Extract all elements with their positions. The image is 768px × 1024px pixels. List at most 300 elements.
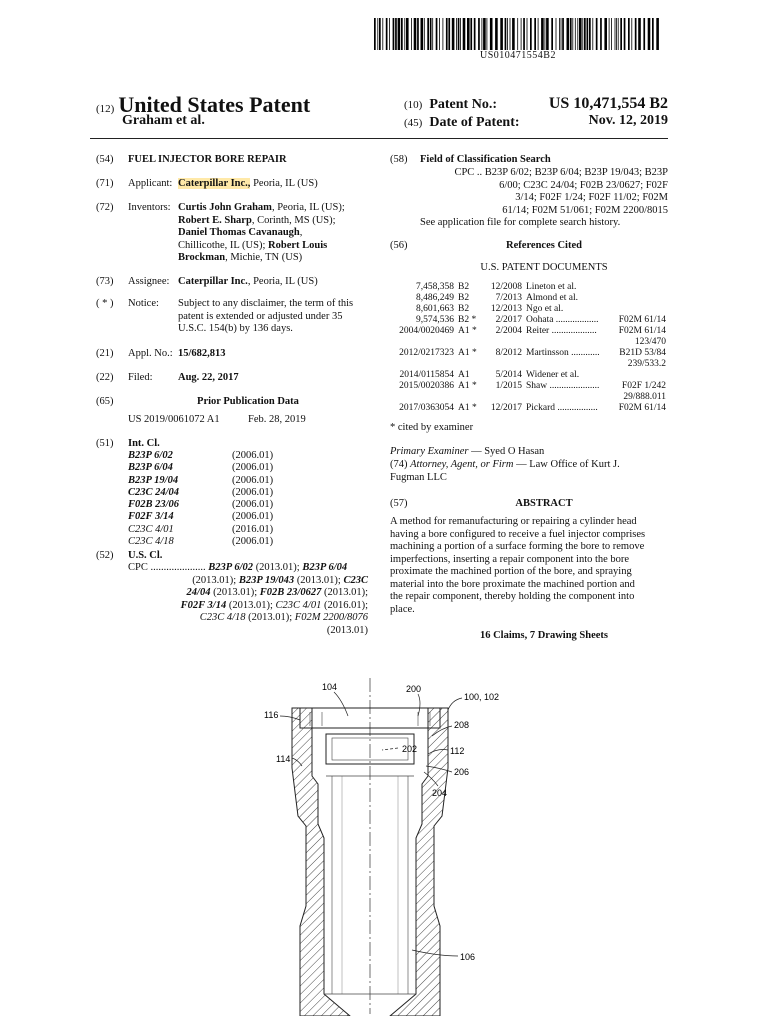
barcode-bar [648,18,651,50]
ref-author [524,392,611,403]
assignee-location: , Peoria, IL (US) [247,276,318,287]
int-cl-version: (2006.01) [232,511,274,523]
int-cl-row [128,475,273,487]
examiner-label: Primary Examiner [390,446,469,457]
ref-class: F02M 61/14 [618,326,666,336]
appl-no-label: Appl. No.: [128,348,173,359]
ref-author: Almond et al. [526,293,578,303]
inventor-location: Chillicothe, IL (US); [178,239,266,251]
us-cl-label: U.S. Cl. [128,550,163,561]
ref-date [484,337,524,348]
authors: Graham et al. [122,113,205,128]
ref-number [390,337,456,348]
ref-number: 2015/0020386 [399,381,454,391]
barcode-bar [389,18,390,50]
ref-class [611,282,668,293]
ref-date [484,392,524,403]
int-cl-version: (2006.01) [232,462,274,474]
inventor-location: , Michie, TN (US) [225,252,303,263]
cpc-segment: C23C 4/01 [275,599,322,611]
barcode-bar [577,18,578,50]
ref-label-114: 114 [276,754,291,764]
notice-line: Subject to any disclaimer, the term of this [178,298,354,309]
ref-kind: B2 [458,282,470,292]
patent-no-label: Patent No.: [429,97,497,112]
date-label: Date of Patent: [429,115,520,130]
barcode-bar [530,18,532,50]
inventor-name: Robert E. Sharp [178,214,252,226]
ref-kind [456,337,484,348]
appl-no: 15/682,813 [178,348,226,359]
barcode-bar [398,18,401,50]
barcode-bar [579,18,582,50]
barcode-bar [500,18,503,50]
inventors-list [178,202,345,265]
cpc-segment: C23C [343,574,368,586]
barcode-bar [505,18,507,50]
ref-number [390,359,456,370]
barcode-bar [628,18,630,50]
inventor-name: Robert Louis [268,239,328,251]
ref-label-100-102: 100, 102 [464,692,500,702]
int-cl-version: (2006.01) [232,486,274,498]
barcode-bar [604,18,607,50]
ref-class: 239/533.2 [627,359,666,369]
code-54: (54) [96,154,114,165]
ref-class: 123/470 [634,337,666,347]
barcode-bar [656,18,659,50]
barcode-bar [474,18,476,50]
barcode-bar [448,18,450,50]
assignee-label: Assignee: [128,276,170,287]
abstract-line: imperfections, inserting a repair component into the bore [390,553,630,565]
barcode-bar [589,18,591,50]
ref-class [611,370,668,381]
inventor-location: , Peoria, IL (US); [271,202,345,213]
barcode-bar [414,18,417,50]
inventor-location: , Corinth, MS (US); [251,214,336,226]
ref-author: Oohata .................. [526,315,599,325]
barcode-bar [458,18,460,50]
reference-row [390,315,668,326]
cpc-segment: (2013.01); [192,574,239,586]
cpc-segment: B23P 6/02 [208,562,254,573]
cpc-line [128,587,368,600]
barcode-bar [523,18,525,50]
references-table [390,282,668,414]
ref-label-206: 206 [454,767,470,777]
ref-number: 8,601,663 [416,304,454,314]
cpc-segment: B23P 19/043 [238,574,295,586]
inventor-location: , [299,227,303,238]
ref-label-204: 204 [432,788,448,798]
abstract-text [390,516,668,616]
ref-kind: A1 [458,370,470,380]
notice-line: U.S.C. 154(b) by 136 days. [178,323,293,334]
barcode-bar [406,18,409,50]
field-search-title: Field of Classification Search [420,154,551,165]
barcode-bar [463,18,466,50]
claims-summary: 16 Claims, 7 Drawing Sheets [479,630,609,641]
reference-row [390,293,668,304]
field-line: 6/00; C23C 24/04; F02B 23/0627; F02F [499,179,668,191]
int-cl-row [128,499,273,511]
cpc-line [128,562,368,575]
field-line: 3/14; F02F 1/24; F02F 11/02; F02M [515,192,668,203]
barcode-bar [421,18,424,50]
ref-number [390,392,456,403]
inventor-name: Brockman [178,252,226,263]
barcode-bar [517,18,518,50]
ref-label-116: 116 [264,710,279,720]
abstract-line: the repair component, thereby holding the component into [390,591,635,602]
barcode-bar [572,18,573,50]
barcode-bar [487,18,488,50]
ref-kind: A1 * [458,326,477,336]
ref-label-104: 104 [322,682,338,692]
barcode-bar [386,18,388,50]
ref-kind [456,392,484,403]
barcode-bar [556,18,557,50]
abstract-title: ABSTRACT [515,498,573,509]
cpc-segment: CPC ..................... [128,562,209,573]
barcode-bar [417,18,419,50]
barcode-bar [587,18,589,50]
reference-row [390,337,668,348]
cpc-line [128,625,368,638]
barcode-bar [600,18,602,50]
barcode-bar [635,18,637,50]
code-22: (22) [96,372,114,383]
patent-number: US 10,471,554 B2 [548,95,668,112]
barcode-bar [443,18,444,50]
ref-label-202: 202 [402,744,418,754]
ref-label-200: 200 [406,684,422,694]
ref-date: 2/2017 [495,315,522,325]
int-cl-version: (2006.01) [232,474,274,486]
code-71: (71) [96,178,114,189]
barcode-bar [545,18,546,50]
int-cl-row [128,511,273,523]
ref-class [611,293,668,304]
barcode-bar [507,18,508,50]
barcode-bar [483,18,486,50]
ref-author: Reiter ................... [526,326,597,336]
cpc-line [128,612,368,625]
reference-row [390,403,668,414]
barcode-bar [559,18,560,50]
barcode-bar [624,18,626,50]
ref-number: 2004/0020469 [399,326,454,336]
barcode-bar [616,18,617,50]
header-rule [90,138,668,139]
cpc-segment: (2013.01); [245,612,295,623]
barcode-bar [510,18,511,50]
barcode-bar [379,18,381,50]
barcode-bar [570,18,572,50]
abstract-line: proximate the machined portion of the bore, and spraying [390,566,632,577]
barcode-bar [470,18,472,50]
ref-class: F02M 61/14 [618,403,666,413]
ref-class: F02F 1/242 [621,381,666,391]
cpc-segment: F02B 23/0627 [259,587,322,598]
applicant-location: Peoria, IL (US) [253,178,318,189]
code-45: (45) [404,117,423,129]
int-cl-version: (2006.01) [232,536,274,548]
int-cl-code: B23P 6/04 [128,462,173,474]
barcode-number: US010471554B2 [480,50,556,61]
cpc-segment: (2013.01); [253,562,303,573]
barcode-bar [582,18,583,50]
int-cl-code: F02B 23/06 [128,499,180,511]
code-notice: ( * ) [96,298,114,309]
ref-author [524,337,611,348]
code-52: (52) [96,550,114,561]
int-cl-code: C23C 4/18 [128,536,174,548]
barcode-bar [584,18,586,50]
barcode-bar [446,18,448,50]
barcode-bar [404,18,405,50]
inventors-label: Inventors: [128,202,171,213]
barcode-bar [652,18,654,50]
barcode-bar [395,18,397,50]
barcode-bar [618,18,619,50]
field-line: CPC .. B23P 6/02; B23P 6/04; B23P 19/043; B23P [454,167,668,178]
reference-row [390,370,668,381]
cpc-segment: 24/04 [186,587,211,598]
barcode-bar [620,18,622,50]
int-cl-row [128,524,273,536]
barcode-bar [575,18,576,50]
inventor-name: Curtis John Graham [178,202,272,213]
ref-kind: A1 * [458,403,477,413]
ref-number: 8,486,249 [416,293,454,303]
barcode-bar [596,18,598,50]
ref-date: 7/2013 [495,293,522,303]
barcode-bar [546,18,549,50]
prior-pub-number: US 2019/0061072 A1 [128,414,220,425]
barcode-bar [541,18,544,50]
ref-date: 12/2008 [490,282,522,292]
int-cl-code: C23C 24/04 [128,486,180,498]
reference-row [390,392,668,403]
barcode-bar [609,18,610,50]
attorney-name: — Law Office of Kurt J. [513,459,620,470]
filed-date: Aug. 22, 2017 [178,372,239,383]
ref-date: 1/2015 [495,381,522,391]
ref-number: 7,458,358 [416,282,454,292]
reference-row [390,381,668,392]
int-cl-row [128,536,273,548]
barcode-bar [467,18,470,50]
ref-class: 29/888.011 [623,392,666,402]
int-cl-code: F02F 3/14 [128,511,174,523]
barcode-bar [534,18,536,50]
ref-author: Shaw ..................... [526,381,600,391]
barcode-bar [512,18,515,50]
reference-row [390,304,668,315]
notice-line: patent is extended or adjusted under 35 [178,310,343,322]
field-search-text [420,167,668,230]
representative-drawing [262,676,512,1016]
int-cl-table [128,450,273,548]
invention-title: FUEL INJECTOR BORE REPAIR [128,154,287,165]
ref-date: 12/2017 [490,403,522,413]
ref-class: F02M 61/14 [618,315,666,325]
attorney-name-cont: Fugman LLC [390,472,447,483]
int-cl-label: Int. Cl. [128,438,160,449]
code-72: (72) [96,202,114,213]
barcode-bar [631,18,632,50]
barcode-bar [382,18,383,50]
barcode-bar [427,18,429,50]
ref-author: Ngo et al. [526,304,564,314]
notice-text [178,298,368,336]
patent-type-title: United States Patent [118,92,311,117]
field-line: 61/14; F02M 51/061; F02M 2200/8015 [502,204,668,216]
barcode-bar [592,18,593,50]
us-docs-title: U.S. PATENT DOCUMENTS [480,262,608,273]
applicant-label: Applicant: [128,178,173,189]
references-title: References Cited [506,240,582,251]
barcode-bar [567,18,570,50]
cpc-segment: (2016.01); [321,599,368,611]
cited-by-note: * cited by examiner [390,422,474,433]
code-65: (65) [96,396,114,407]
code-51: (51) [96,438,114,449]
barcode-bar [638,18,641,50]
assignee-name: Caterpillar Inc. [178,276,248,287]
cpc-segment: F02F 3/14 [180,599,227,611]
ref-number: 2012/0217323 [399,348,454,358]
ref-kind: B2 * [458,315,477,325]
prior-pub-date: Feb. 28, 2019 [248,414,306,425]
barcode-bar [490,18,493,50]
reference-row [390,282,668,293]
cpc-segment: (2013.01) [326,624,368,636]
ref-author: Widener et al. [526,370,580,380]
ref-author [524,359,611,370]
cpc-block [128,562,368,637]
abstract-line: machining a portion of a surface forming the bore to remove [390,541,645,552]
ref-label-112: 112 [450,746,465,756]
ref-label-208: 208 [454,720,470,730]
cpc-line [128,600,368,613]
barcode-bar [521,18,522,50]
code-12: (12) [96,103,115,115]
code-21: (21) [96,348,114,359]
barcode-image [374,18,662,50]
notice-label: Notice: [128,298,159,309]
barcode-bar [374,18,376,50]
patent-date: Nov. 12, 2019 [588,113,668,128]
barcode-bar [377,18,378,50]
ref-class: B21D 53/84 [619,348,666,358]
ref-label-106: 106 [460,952,476,962]
reference-row [390,348,668,359]
ref-date: 2/2004 [495,326,522,336]
ref-number: 2014/0115854 [399,370,454,380]
barcode-bar [615,18,616,50]
ref-date [484,359,524,370]
barcode-bar [482,18,483,50]
ref-date: 12/2013 [490,304,522,314]
abstract-line: A method for remanufacturing or repairing a cylinder head [390,516,637,527]
inventor-name: Daniel Thomas Cavanaugh [178,227,300,238]
barcode-bar [436,18,438,50]
barcode-bar [430,18,432,50]
barcode-bar [538,18,539,50]
barcode-bar [495,18,498,50]
ref-kind: A1 * [458,348,477,358]
code-56: (56) [390,240,408,251]
barcode-bar [561,18,562,50]
ref-author: Lineton et al. [526,282,577,292]
code-74: (74) [390,459,408,470]
abstract-line: having a bore configured to receive a fuel injector comprises [390,528,646,540]
abstract-line: place. [390,603,415,615]
filed-label: Filed: [128,372,153,383]
attorney-label: Attorney, Agent, or Firm [410,459,514,470]
int-cl-row [128,462,273,474]
barcode-bar [411,18,412,50]
int-cl-code: B23P 6/02 [128,450,173,461]
barcode-bar [401,18,403,50]
ref-number: 9,574,536 [416,315,454,325]
barcode-bar [452,18,455,50]
int-cl-code: B23P 19/04 [128,474,179,486]
int-cl-version: (2006.01) [232,450,274,461]
examiner-name: — Syed O Hasan [468,446,545,457]
code-58: (58) [390,154,408,165]
barcode-bar [460,18,461,50]
cpc-segment: B23P 6/04 [302,562,348,573]
cpc-segment: (2013.01); [294,574,344,586]
code-57: (57) [390,498,408,509]
abstract-line: material into the bore proximate the machined portion and [390,578,635,590]
ref-kind [456,359,484,370]
cpc-segment: (2013.01); [210,587,260,598]
int-cl-version: (2016.01) [232,523,274,535]
right-wall-section [390,708,448,1016]
reference-row [390,359,668,370]
ref-class [611,304,668,315]
barcode-bar [393,18,395,50]
cpc-segment: (2013.01); [226,599,276,611]
barcode-bar [527,18,528,50]
int-cl-row [128,450,273,462]
barcode-bar [439,18,440,50]
cpc-segment: F02M 2200/8076 [294,612,368,623]
code-73: (73) [96,276,114,287]
left-wall-section [292,708,350,1016]
barcode-bar [478,18,480,50]
cpc-segment: (2013.01); [321,587,368,598]
cpc-segment: C23C 4/18 [199,612,246,623]
int-cl-row [128,487,273,499]
field-line: See application file for complete search history. [420,217,621,228]
int-cl-code: C23C 4/01 [128,523,174,535]
ref-date: 8/2012 [495,348,522,358]
barcode-bar [424,18,425,50]
ref-author: Martinsson ............ [526,348,600,358]
cpc-line [128,575,368,588]
ref-kind: B2 [458,293,470,303]
prior-pub-title: Prior Publication Data [197,396,299,407]
ref-number: 2017/0363054 [399,403,454,413]
applicant-name: Caterpillar Inc., [178,178,251,189]
reference-row [390,326,668,337]
